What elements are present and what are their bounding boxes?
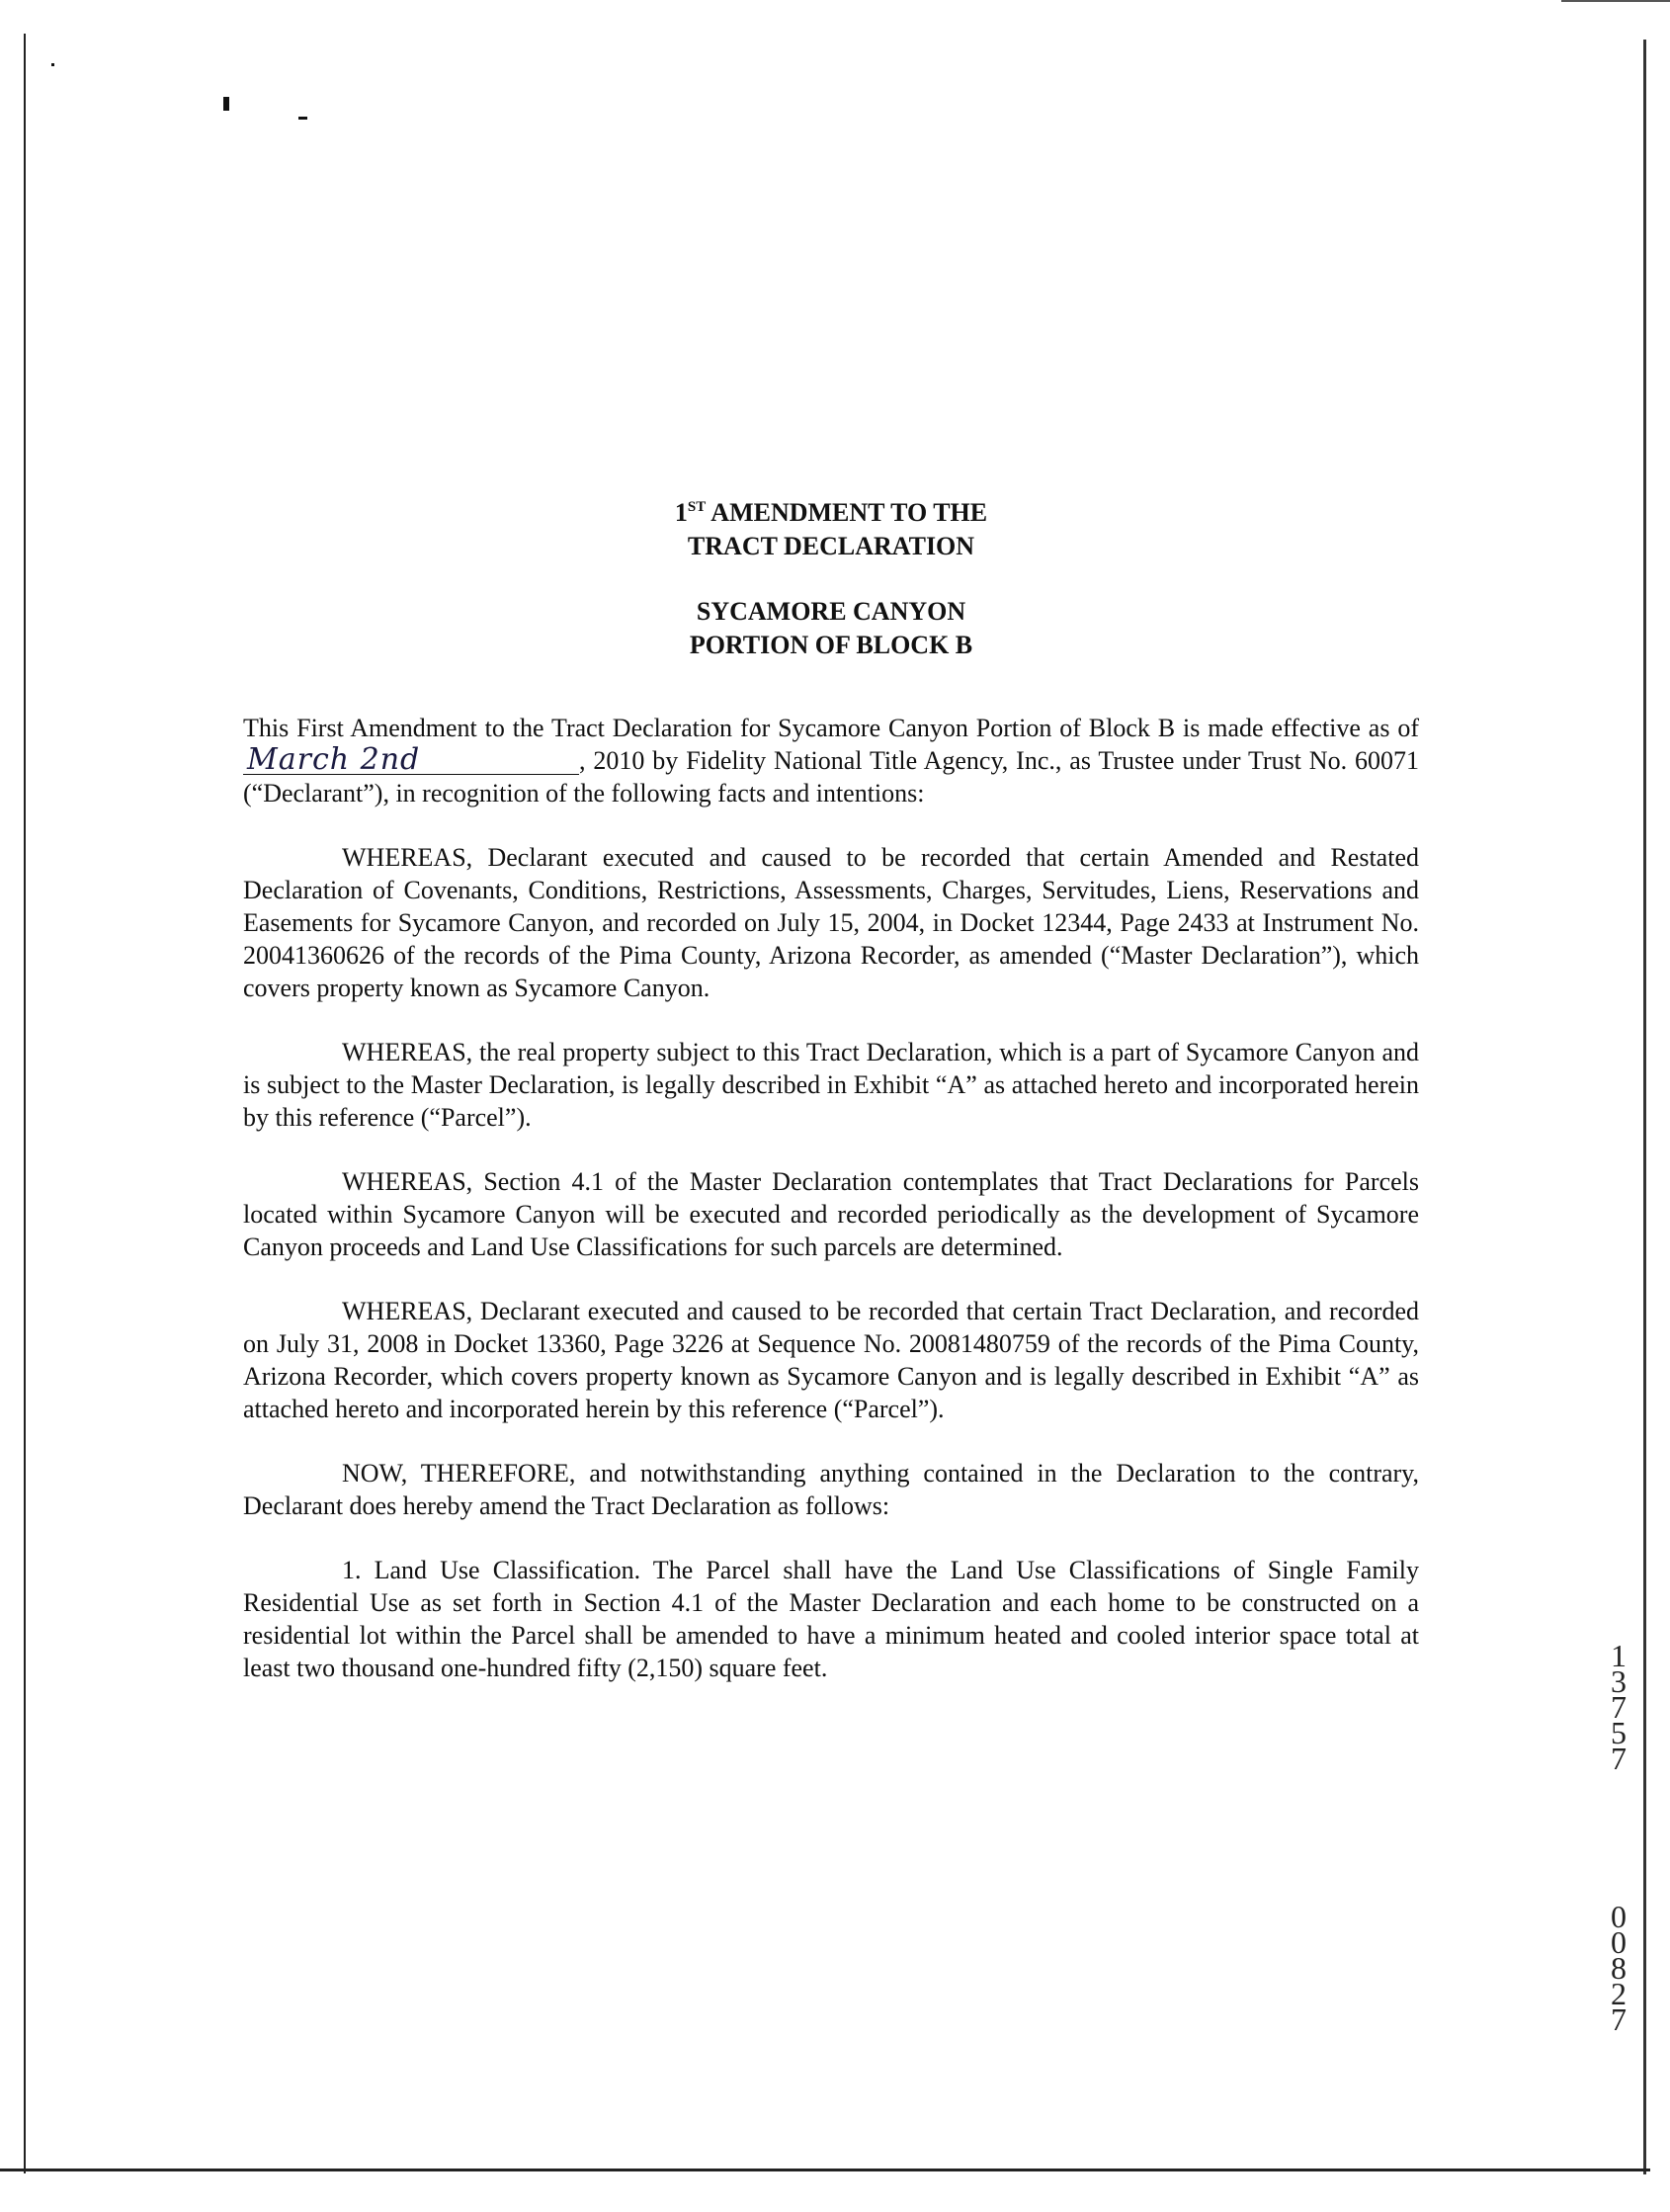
recording-stamp [1605, 1591, 1632, 2058]
whereas-paragraph-2: WHEREAS, the real property subject to this Tract Declaration, which is a part of Sycamore Canyon and is subject to the Master Declaration, is legally described in Exhibit “A” as attached hereto and incorporated herein by this reference (“Parcel”). [243, 1038, 1419, 1132]
stamp-digit: 7 [1611, 1689, 1627, 1725]
stamp-digit: 7 [1611, 2001, 1627, 2037]
therefore-paragraph: NOW, THEREFORE, and notwithstanding anything contained in the Declaration to the contrary, Declarant does hereby amend the Tract Declaration as follows: [243, 1459, 1419, 1520]
whereas-paragraph-3: WHEREAS, Section 4.1 of the Master Declaration contemplates that Tract Declarations for Parcels located within Sycamore Canyon will be executed and recorded periodically as the development of Sycamore Canyon proceeds and Land Use Classifications for such parcels are determined. [243, 1167, 1419, 1261]
document-body [243, 496, 1419, 1684]
stamp-digit: 0 [1611, 1924, 1627, 1960]
subtitle-line-1: SYCAMORE CANYON [696, 597, 966, 626]
handwritten-date: March 2nd [247, 742, 421, 777]
stamp-digit: 7 [1611, 1741, 1627, 1776]
whereas-paragraph-1: WHEREAS, Declarant executed and caused to be recorded that certain Amended and Restated Declaration of Covenants, Conditions, Restrictions, Assessments, Charges, Servitudes, Liens, Reservations and Easements for Sycamore Canyon, and recorded on July 15, 2004, in Docket 12344, Page 2433 at Instrument No. 20041360626 of the records of the Pima County, Arizona Recorder, as amended (“Master Declaration”), which covers property known as Sycamore Canyon. [243, 843, 1419, 1002]
scan-border-right [1643, 40, 1646, 2174]
stamp-digit: 3 [1611, 1663, 1627, 1699]
stamp-digit: 2 [1611, 1976, 1627, 2011]
scan-speck [51, 63, 54, 66]
intro-paragraph: This First Amendment to the Tract Declaration for Sycamore Canyon Portion of Block B is made effective as of March 2nd , 2010 by Fidelity National Title Agency, Inc., as Trustee under Trust No. 60071 (“Declarant”), in recognition of the following facts and intentions: [243, 714, 1419, 808]
scan-border-top [1561, 0, 1670, 2]
title-line-2: TRACT DECLARATION [687, 532, 975, 560]
land-use-paragraph: 1. Land Use Classification. The Parcel shall have the Land Use Classifications of Single Family Residential Use as set forth in Section 4.1 of the Master Declaration and each home to be constructed on a residential lot within the Parcel shall be amended to have a minimum heated and cooled interior space total at least two thousand one-hundred fifty (2,150) square feet. [243, 1556, 1419, 1682]
scan-speck [298, 117, 307, 120]
document-title [243, 496, 1419, 662]
stamp-docket-number [1605, 1638, 1632, 1776]
whereas-paragraph-4: WHEREAS, Declarant executed and caused to be recorded that certain Tract Declaration, and recorded on July 31, 2008 in Docket 13360, Page 3226 at Sequence No. 20081480759 of the records of the Pima County, Arizona Recorder, which covers property known as Sycamore Canyon and is legally described in Exhibit “A” as attached hereto and incorporated herein by this reference (“Parcel”). [243, 1297, 1419, 1423]
stamp-digit: 5 [1611, 1715, 1627, 1750]
stamp-page-number [1605, 1899, 1632, 2037]
title-line-1: 1ST AMENDMENT TO THE [674, 498, 988, 527]
date-blank [243, 742, 579, 777]
scan-border-bottom [0, 2169, 1650, 2171]
stamp-digit: 1 [1611, 1638, 1627, 1673]
stamp-digit: 0 [1611, 1899, 1627, 1934]
subtitle-line-2: PORTION OF BLOCK B [689, 631, 973, 659]
scan-border-left [24, 34, 26, 2173]
stamp-digit: 8 [1611, 1950, 1627, 1986]
scan-speck [223, 97, 229, 111]
